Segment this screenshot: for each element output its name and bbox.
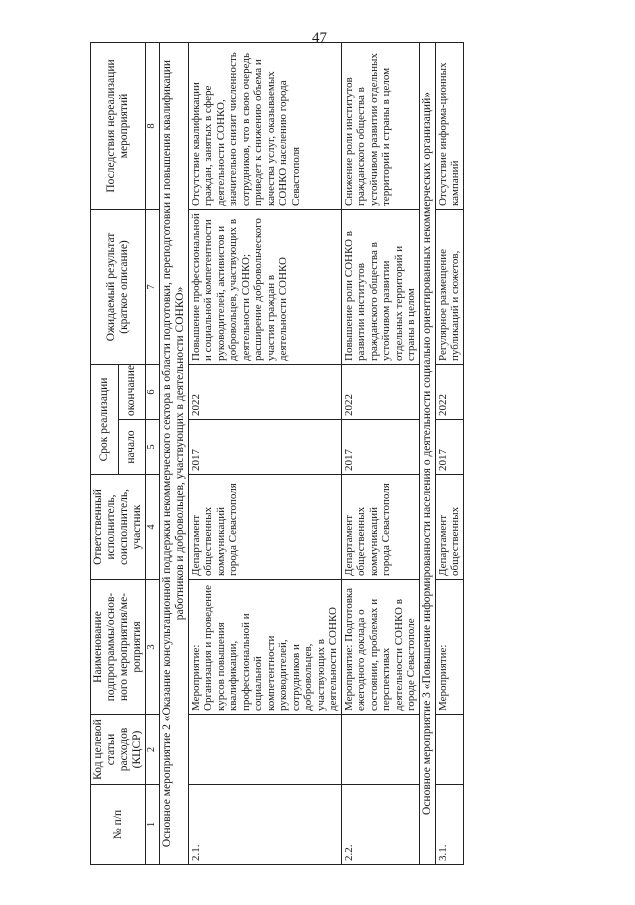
page-number: 47 [312,30,327,46]
col-number: 2 [146,715,160,785]
row-executor: Департамент общественных коммуникаций города Севастополя [188,475,341,580]
row-start: 2017 [188,420,341,475]
col-number: 3 [146,580,160,715]
row-name: Мероприятие: [435,580,463,715]
header-end: окончание [118,365,146,420]
header-result: Ожидаемый результат (краткое описание) [91,210,146,365]
col-number: 8 [146,43,160,210]
row-executor: Департамент общественных коммуникаций города Севастополя [341,475,419,580]
header-code: Код целевой статьи расходов (КЦСР) [91,715,146,785]
col-number: 5 [146,420,160,475]
header-executor: Ответственный исполнитель, соисполнитель, участник [91,475,146,580]
table-row [341,43,419,865]
row-end: 2022 [435,365,463,420]
header-consequences: Последствия нереализации мероприятий [91,43,146,210]
header-start: начало [118,420,146,475]
col-number: 7 [146,210,160,365]
section-3-title: Основное мероприятие 3 «Повышение информированности населения о деятельности социально ориентированных некоммерческих организаций» [419,43,435,865]
col-number: 6 [146,365,160,420]
col-number: 4 [146,475,160,580]
row-name: Мероприятие: Подготовка ежегодного доклада о состоянии, проблемах и перспективах деятельности СОНКО в городе Севастополе [341,580,419,715]
row-consequences: Отсутствие квалификации граждан, занятых в сфере деятельности СОНКО, значительно снизит численность сотрудников, что в свою очередь приведет к снижению объема и качества услуг, оказываемых СОНКО населению города Севастополя [188,43,341,210]
row-start: 2017 [341,420,419,475]
table-row [435,43,463,865]
row-result: Повышение роли СОНКО в развитии институтов гражданского общества в устойчивом развитии отдельных территорий и страны в целом [341,210,419,365]
row-num: 3.1. [435,785,463,865]
row-code [435,715,463,785]
header-term: Срок реализации [91,365,119,475]
row-code [188,715,341,785]
row-executor: Департамент общественных [435,475,463,580]
section-2-title: Основное мероприятие 2 «Оказание консультационной поддержки некоммерческого сектора в области подготовки, переподготовки и повышения квалификации работников и добровольцев, участвующих в деятельности СОНКО» [159,43,188,865]
row-num: 2.2. [341,785,419,865]
table-row [188,43,341,865]
activities-table [90,42,464,865]
section-row [159,43,188,865]
row-name: Мероприятие: Организация и проведение курсов повышения квалификации, профессиональной и социальной компетентности руководителей, сотрудников и добровольцев, участвующих в деятельности СОНКО [188,580,341,715]
col-number: 1 [146,785,160,865]
row-code [341,715,419,785]
row-end: 2022 [341,365,419,420]
header-num: № п/п [91,785,146,865]
row-consequences: Снижение роли институтов гражданского общества в устойчивом развитии отдельных территорий и страны в целом [341,43,419,210]
header-name: Наименование подпрограммы/основ-ного мероприятия/ме-роприятия [91,580,146,715]
section-row [419,43,435,865]
column-numbers-row [146,43,160,865]
row-start: 2017 [435,420,463,475]
row-end: 2022 [188,365,341,420]
row-consequences: Отсутствие информа-ционных кампаний [435,43,463,210]
header-row [91,43,119,865]
row-num: 2.1. [188,785,341,865]
row-result: Повышение профессиональной и социальной компетентности руководителей, активистов и добровольцев, участвующих в деятельности СОНКО; расширение добровольческого участия граждан в деятельности СОНКО [188,210,341,365]
row-result: Регулярное размещение публикаций и сюжетов, [435,210,463,365]
